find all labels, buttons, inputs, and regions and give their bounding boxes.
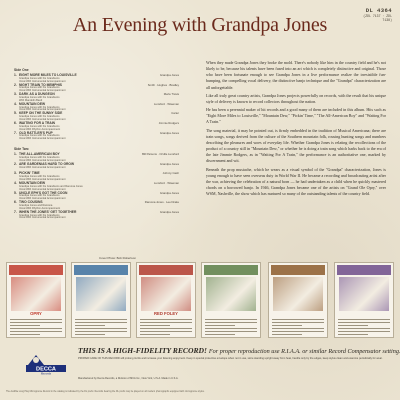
decca-logo: [24, 345, 68, 375]
ad-title: OPRY: [30, 311, 42, 316]
ad-text-line: [10, 322, 62, 323]
ad-text-line: [338, 325, 368, 326]
ad-text-line: [140, 322, 192, 323]
track-accompaniment: Vocal With Instrumental Accompaniment: [19, 89, 66, 93]
track-accompaniment: Vocal With Instrumental Accompaniment: [19, 216, 66, 220]
ad-text-line: [75, 325, 105, 326]
track-accompaniment: With Mandolin Band: [19, 98, 43, 102]
ad-text-line: [75, 328, 127, 329]
ad-text-line: [10, 319, 62, 320]
track-credit: Grandpa Jones with his Grandsons: [19, 194, 60, 198]
ad-text-line: [140, 328, 192, 329]
logo-sub-text: Records: [40, 371, 52, 375]
track-credit: Grandpa Jones with his Grandsons: [19, 96, 60, 100]
track-credit: Grandpa Jones with his Grandsons: [19, 134, 60, 138]
track-title: TWO COUSINS: [19, 200, 43, 205]
track-title: KEEP ON THE SUNNY SIDE: [19, 111, 63, 116]
ad-photo-icon: [339, 277, 389, 311]
track-accompaniment: Vocal With Rhythm Accompaniment: [19, 206, 61, 210]
ad-text-line: [272, 325, 302, 326]
ad-text-line: [272, 328, 324, 329]
side-two-tracks: [14, 153, 179, 220]
track-title: NIGHT TRAIN TO MEMPHIS: [19, 82, 62, 87]
liner-paragraph: When they made Grandpa Jones they broke the mold. There's nobody like him in the country field and he's not likely to be, because his talents have been fused into an art which is completely distinctive and original. Those who have been fortunate enough to see Grandpa Jones in a live performance realize the irresistible fun-bumping, the compelling vocal delivery, the distinctive banjo technique and the "Grandpa" characterization are all unforgettable.: [206, 60, 386, 90]
ad-text-line: [75, 334, 105, 335]
album-ad: [334, 262, 394, 338]
ad-text-line: [338, 328, 390, 329]
ad-title: [337, 311, 391, 317]
track-title: MOUNTAIN DEW: [19, 180, 46, 185]
ad-text-line: [338, 319, 390, 320]
track-writer: Lunsford · Wiseman: [153, 101, 179, 106]
ad-title: [74, 311, 128, 317]
track-credit: Grandpa Jones with his Grandsons: [19, 213, 60, 217]
track-writer: Lunsford · Wiseman: [153, 180, 179, 185]
track-writer: Ramona Jones · Lee Drake: [144, 200, 179, 205]
liner-paragraph: Beneath the prop mustache, which he wears as a visual symbol of the "Grandpa" characterization, Jones is young enough to have seen overseas duty in World War II. He became a recording and broadcasting artist after the war, achieving the celebration of a natural born — he had undertaken as a child when he quickly mastered chords on a borrowed banjo. In 1946, Grandpa Jones became one of the artists on "Grand Ole Opry," over WSM, Nashville, the show which has nurtured so many of the outstanding talents of the country field.: [206, 166, 386, 197]
side-one-tracks: [14, 74, 179, 141]
record-care-text: PROPER CARE OF THIS RECORD will prolong its life and increase your listening enjoyment. Keep in special protective envelope when not in use, store standing upright away from heat, handle only by the edges, keep stylus clean and examine periodically for wear.: [78, 357, 383, 360]
side-one: [14, 68, 179, 141]
ad-text-line: [140, 325, 170, 326]
track-credit: Grandpa Jones with his Grandsons: [19, 86, 60, 90]
catalog-subline: (ZDL 7137 · ZDL 7138): [363, 14, 392, 22]
track-writer: Smith · Hughes · Bradley: [147, 82, 179, 87]
track-credit: Grandpa Jones with his Grandsons and Ramona Jones: [19, 184, 83, 188]
album-ad: [136, 262, 196, 338]
track-number: 6.: [14, 200, 17, 205]
track-title: DARK AS A DUNGEON: [19, 92, 55, 97]
side-two: [14, 147, 179, 220]
track-accompaniment: Vocal With Instrumental Accompaniment: [19, 137, 66, 141]
side-two-heading: Side Two: [14, 147, 29, 152]
track-credit: Grandpa Jones with his Grandsons: [19, 115, 60, 119]
track-writer: Merle Travis: [163, 92, 179, 97]
track-number: 1.: [14, 73, 17, 77]
track-accompaniment: Vocal With Instrumental Accompaniment: [19, 187, 66, 191]
hifi-subtext: For proper reproduction use R.I.A.A. or similar Record Compensator setting.: [208, 348, 400, 355]
side-one-heading: Side One: [14, 68, 29, 72]
ad-text-line: [272, 331, 324, 332]
track-number: 5.: [14, 111, 17, 116]
track-number: 7.: [14, 209, 17, 214]
track-credit: Grandpa Jones and Ramona: [19, 204, 53, 208]
track-number: 4.: [14, 180, 17, 185]
ad-text-line: [272, 322, 324, 323]
track-title: ARE GARDENIAS HARD TO GROW: [19, 161, 75, 166]
ad-text-line: [75, 319, 127, 320]
ad-photo-icon: [11, 277, 61, 311]
track-credit: Grandpa Jones with his Grandsons: [19, 175, 60, 179]
ad-photo-icon: [76, 277, 126, 311]
track-accompaniment: Vocal With Instrumental Accompaniment: [19, 158, 66, 162]
ad-text-line: [338, 334, 368, 335]
ad-text-line: [75, 322, 127, 323]
track-accompaniment: Vocal With Instrumental Accompaniment: [19, 108, 66, 112]
logo-brand-text: DECCA: [36, 366, 56, 373]
track-credit: Grandpa Jones with his Grandsons: [19, 105, 60, 109]
hifi-notice: [78, 346, 400, 355]
ad-text-line: [205, 334, 235, 335]
track-accompaniment: Vocal With Instrumental Accompaniment: [19, 177, 66, 181]
track-number: 6.: [14, 120, 17, 125]
track-number: 3.: [14, 171, 17, 176]
ad-text-line: [10, 334, 40, 335]
track-writer: Grandpa Jones: [159, 73, 179, 77]
album-ad: [268, 262, 328, 338]
track-writer: Grandpa Jones: [159, 161, 179, 166]
track-title: PICKIN' TIME: [19, 171, 40, 176]
track-writer: Johnny Cash: [162, 171, 179, 176]
album-title: An Evening with Grandpa Jones: [72, 14, 328, 36]
liner-paragraph: Like all truly great country artists, Grandpa Jones projects powerfully on records, with the result that his unique style of delivery is known to record collectors throughout the nation.: [206, 92, 386, 104]
track-accompaniment: Vocal With Instrumental Accompaniment: [19, 117, 66, 121]
ad-photo-icon: [206, 277, 256, 311]
ad-text-line: [338, 331, 390, 332]
ad-text-line: [140, 334, 170, 335]
track-title: MOUNTAIN DEW: [19, 101, 46, 106]
track-credit: Grandpa Jones with his Grandsons: [19, 76, 60, 80]
track-writer: Carter: [171, 111, 179, 116]
ad-header: [9, 265, 63, 275]
track-writer: Jimmie Rodgers: [158, 120, 179, 125]
track-credit: Grandpa Jones with his Grandsons: [19, 124, 60, 128]
ad-text-line: [75, 331, 127, 332]
ad-title: RED FOLEY: [154, 311, 178, 316]
ad-header: [271, 265, 325, 275]
ad-text-line: [338, 322, 390, 323]
track-number: 2.: [14, 82, 17, 87]
ad-title: [204, 311, 258, 317]
track-title: EIGHT MORE MILES TO LOUISVILLE: [19, 73, 77, 77]
track-number: 4.: [14, 101, 17, 106]
album-ad: [6, 262, 66, 338]
catalog-number: DL 4364: [365, 7, 392, 14]
track-number: 3.: [14, 92, 17, 97]
track-writer: Grandpa Jones: [159, 209, 179, 214]
track-number: 5.: [14, 190, 17, 195]
track-number: 7.: [14, 130, 17, 135]
ad-text-line: [272, 334, 302, 335]
track-title: WHEN THE JONES' GET TOGETHER: [19, 209, 77, 214]
ad-text-line: [140, 319, 192, 320]
ad-text-line: [10, 331, 62, 332]
track-list: [14, 68, 179, 220]
track-accompaniment: Vocal With Instrumental Accompaniment: [19, 197, 66, 201]
ad-text-line: [205, 328, 257, 329]
album-ads-row: [6, 262, 394, 340]
ad-text-line: [205, 331, 257, 332]
album-ad: [201, 262, 261, 338]
cover-credit: Cover Photo: Bob Robertson: [99, 256, 136, 260]
track-title: UNCLE EPH'S GOT THE COON: [19, 190, 68, 195]
track-credit: Vocal With Instrumental Accompaniment: [19, 165, 66, 169]
ad-photo-icon: [141, 277, 191, 311]
hifi-heading: THIS IS A HIGH-FIDELITY RECORD!: [78, 346, 207, 355]
track-row: [14, 132, 179, 142]
liner-paragraph: He has been a perennial maker of hit records and a good many of them are included in this album. Hits such as "Eight More Miles to Louisville," "Mountain Dew," "Pickin' Time," "The All-American Boy" and "Waiting For A Train.": [206, 107, 386, 125]
track-title: OLD RATTLER'S PUP: [19, 130, 53, 135]
ad-header: [74, 265, 128, 275]
ad-text-line: [10, 325, 40, 326]
track-number: 2.: [14, 161, 17, 166]
manufacturer-text: Manufactured by Decca Records, a Division of MCA Inc., New York, U.S.A. Made in U.S.A.: [78, 377, 179, 380]
ad-photo-icon: [273, 277, 323, 311]
ad-text-line: [205, 319, 257, 320]
album-ad: [71, 262, 131, 338]
ad-text-line: [205, 325, 235, 326]
logo-dot-icon: [33, 357, 39, 363]
track-credit: Grandpa Jones with his Grandsons: [19, 156, 60, 160]
track-writer: Grandpa Jones: [159, 130, 179, 135]
track-row: [14, 211, 179, 221]
ad-header: [204, 265, 258, 275]
ad-header: [139, 265, 193, 275]
track-title: THE ALL-AMERICAN BOY: [19, 152, 60, 157]
ad-text-line: [140, 331, 192, 332]
track-writer: Bill Parsons · Orville Lunsford: [142, 152, 179, 157]
track-writer: Grandpa Jones: [159, 190, 179, 195]
track-title: WAITING FOR A TRAIN: [19, 120, 56, 125]
ad-title: [271, 311, 325, 317]
track-accompaniment: Vocal With Rhythm Accompaniment: [19, 127, 61, 131]
ad-text-line: [205, 322, 257, 323]
track-accompaniment: Vocal With Instrumental Accompaniment: [19, 79, 66, 83]
track-number: 1.: [14, 152, 17, 157]
ad-header: [337, 265, 391, 275]
ad-text-line: [272, 319, 324, 320]
footer-fine-print: The Audible Long Play Microgroove Record in the catalog is indicated by the DL prefix. Records bearing the DL prefix may be played on all modern phonographs equipped with microgroove stylus.: [6, 391, 205, 393]
liner-notes: [206, 60, 386, 199]
liner-paragraph: The song material, it may be pointed out, is firmly embedded in the tradition of Musical Americana; there are train songs, songs derived from the culture of the Southern mountain folk, rousing hunting songs and numbers describing the pleasures and woes of everyday life. Whether Grandpa Jones is relating the recollections of the product of a country still in "Mountain Dew," or whether he is doing a train song which harks back to the era of the late Jimmie Rodgers, as in "Waiting For A Train," the performance is an authoritative one, marked by discernment and wit.: [206, 127, 386, 164]
ad-text-line: [10, 328, 62, 329]
